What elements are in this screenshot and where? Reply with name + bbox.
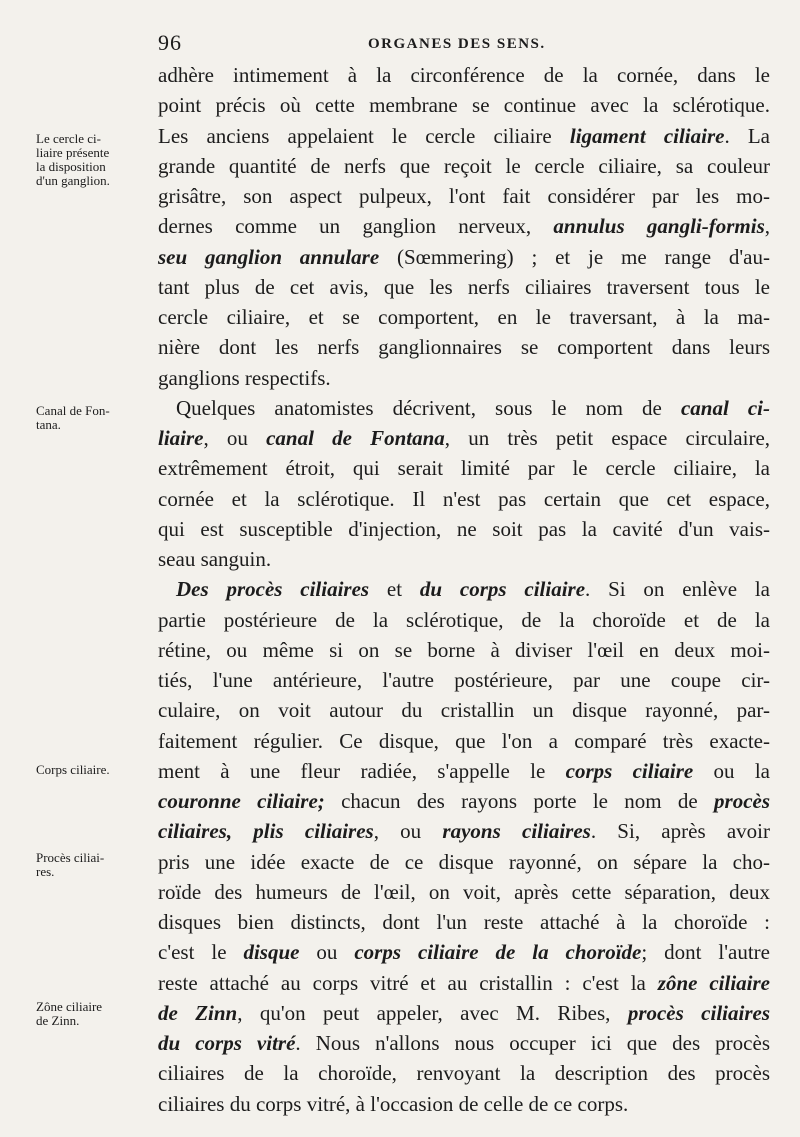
text-segment: cercle ciliaire, et se comportent, en le traversant, à la ma- [158, 305, 770, 329]
text-line [158, 151, 770, 181]
italic-term: seu ganglion annulare [158, 244, 380, 269]
margin-note-line: de Zinn. [36, 1013, 80, 1028]
running-head: ORGANES DES SENS. [368, 36, 546, 52]
text-line [158, 847, 770, 877]
text-segment: reste attaché au corps vitré et au cristallin : c'est la [158, 970, 658, 995]
text-segment: . Si, après avoir [590, 819, 770, 844]
italic-term: rayons ciliaires [442, 819, 591, 844]
text-line [158, 635, 770, 665]
margin-note-line: Procès ciliai- [36, 850, 105, 865]
text-segment: dernes comme un ganglion nerveux, [158, 214, 554, 239]
text-segment: extrêmement étroit, qui serait limité par le cercle ciliaire, la [158, 456, 770, 481]
text-segment: , un très petit espace circulaire, [444, 426, 771, 450]
text-segment: ment à une fleur radiée, s'appelle le [158, 758, 566, 783]
italic-term: corps ciliaire de la choroïde [354, 940, 642, 965]
text-line [158, 393, 770, 423]
text-line [158, 242, 770, 272]
text-segment: nière dont les nerfs ganglionnaires se comportent dans leurs [158, 335, 770, 360]
text-line [158, 1028, 770, 1058]
text-line [158, 181, 770, 211]
text-segment: . Si on enlève la [585, 577, 771, 602]
text-line [158, 544, 770, 574]
margin-note-line: res. [36, 864, 55, 879]
text-line [158, 302, 770, 332]
italic-term: corps ciliaire [565, 758, 694, 783]
text-line [158, 816, 770, 846]
text-line [158, 756, 770, 786]
margin-note-line: d'un ganglion. [36, 173, 110, 188]
italic-term: ciliaires, plis ciliaires [158, 819, 374, 844]
text-line [158, 332, 770, 362]
text-line [158, 211, 770, 241]
text-line [158, 726, 770, 756]
margin-note-corps-ciliaire [36, 763, 158, 777]
text-segment: , ou [203, 426, 267, 450]
margin-note-line: Le cercle ci- [36, 131, 101, 146]
margin-note-ganglion [36, 132, 158, 188]
italic-term: procès [714, 789, 771, 813]
italic-term: canal ci- [680, 395, 771, 420]
text-segment: . La [724, 123, 770, 148]
text-segment: chacun des rayons porte le nom de [324, 789, 715, 813]
text-line [158, 998, 770, 1028]
text-segment: (Sœmmering) ; et je me range d'au- [379, 244, 770, 269]
text-line [158, 1058, 770, 1088]
italic-term: procès ciliaires [627, 1000, 771, 1025]
margin-note-line: tana. [36, 417, 61, 432]
text-segment: grisâtre, son aspect pulpeux, l'ont fait considérer par les mo- [158, 184, 770, 208]
text-segment: seau sanguin. [158, 547, 272, 571]
text-segment: adhère intimement à la circonférence de la cornée, dans le [158, 63, 770, 87]
text-line [158, 514, 770, 544]
text-line [158, 695, 770, 725]
margin-note-line: Canal de Fon- [36, 403, 110, 418]
text-segment: . Nous n'allons nous occuper ici que des procès [295, 1031, 770, 1055]
text-segment: Les anciens appelaient le cercle ciliaire [158, 123, 570, 148]
margin-note-canal-fontana [36, 404, 158, 432]
text-line [158, 786, 770, 816]
margin-note-zone-zinn [36, 1000, 158, 1028]
italic-term: zône ciliaire [657, 970, 770, 995]
text-segment: partie postérieure de la sclérotique, de la choroïde et de la [158, 607, 770, 632]
italic-term: annulus gangli-formis [553, 214, 765, 239]
text-segment: point précis où cette membrane se continue avec la sclérotique. [158, 93, 770, 118]
text-line [158, 907, 770, 937]
text-segment: rétine, ou même si on se borne à diviser l'œil en deux moi- [158, 637, 770, 662]
text-line [158, 121, 770, 151]
text-segment: tiés, l'une antérieure, l'autre postérieure, par une coupe cir- [158, 668, 770, 692]
text-segment: roïde des humeurs de l'œil, on voit, après cette séparation, deux [158, 879, 770, 904]
text-segment: disques bien distincts, dont l'un reste attaché à la choroïde : [158, 910, 770, 934]
text-line [158, 272, 770, 302]
text-segment: et [369, 577, 420, 602]
margin-note-line: la disposition [36, 159, 106, 174]
page-number: 96 [158, 30, 182, 55]
italic-term: canal de Fontana [266, 426, 445, 450]
text-segment: , [764, 214, 770, 239]
text-segment: ; dont l'autre [641, 940, 770, 965]
text-line [158, 90, 770, 120]
text-line [158, 605, 770, 635]
text-line [158, 574, 770, 604]
text-line [158, 1089, 770, 1119]
text-line [158, 453, 770, 483]
italic-term: ligament ciliaire [569, 123, 725, 148]
margin-note-line: Corps ciliaire. [36, 762, 110, 777]
margin-note-line: liaire présente [36, 145, 110, 160]
text-line [158, 363, 770, 393]
margin-note-proces-ciliaires [36, 851, 158, 879]
text-line [158, 423, 770, 453]
margin-note-line: Zône ciliaire [36, 999, 103, 1014]
text-segment: ou la [693, 758, 770, 783]
italic-term: de Zinn [158, 1000, 238, 1025]
text-segment: ciliaires de la choroïde, renvoyant la description des procès [158, 1061, 770, 1086]
text-line [158, 877, 770, 907]
italic-term: du corps vitré [158, 1031, 296, 1055]
italic-term: disque [243, 940, 300, 965]
text-segment: , ou [373, 819, 443, 844]
text-segment: cornée et la sclérotique. Il n'est pas certain que cet espace, [158, 486, 770, 511]
text-segment: ou [299, 940, 355, 965]
text-segment: tant plus de cet avis, que les nerfs ciliaires traversent tous le [158, 274, 770, 299]
text-segment: qui est susceptible d'injection, ne soit pas la cavité d'un vais- [158, 516, 770, 541]
italic-term: couronne ciliaire; [158, 789, 325, 813]
text-segment: , qu'on peut appeler, avec M. Ribes, [237, 1000, 628, 1025]
text-line [158, 937, 770, 967]
italic-term: du corps ciliaire [419, 577, 586, 602]
italic-term: Des procès ciliaires [176, 577, 370, 602]
text-line [158, 484, 770, 514]
text-segment: ganglions respectifs. [158, 365, 331, 390]
text-line [158, 968, 770, 998]
text-segment: culaire, on voit autour du cristallin un disque rayonné, par- [158, 698, 770, 723]
text-segment: Quelques anatomistes décrivent, sous le nom de [176, 395, 681, 420]
text-line [158, 60, 770, 90]
text-line [158, 665, 770, 695]
text-segment: c'est le [158, 940, 244, 965]
text-segment: faitement régulier. Ce disque, que l'on a comparé très exacte- [158, 728, 770, 753]
text-segment: ciliaires du corps vitré, à l'occasion de celle de ce corps. [158, 1091, 629, 1116]
italic-term: liaire [158, 426, 204, 450]
text-segment: grande quantité de nerfs que reçoit le cercle ciliaire, sa couleur [158, 153, 770, 178]
text-segment: pris une idée exacte de ce disque rayonné, on sépare la cho- [158, 849, 770, 874]
